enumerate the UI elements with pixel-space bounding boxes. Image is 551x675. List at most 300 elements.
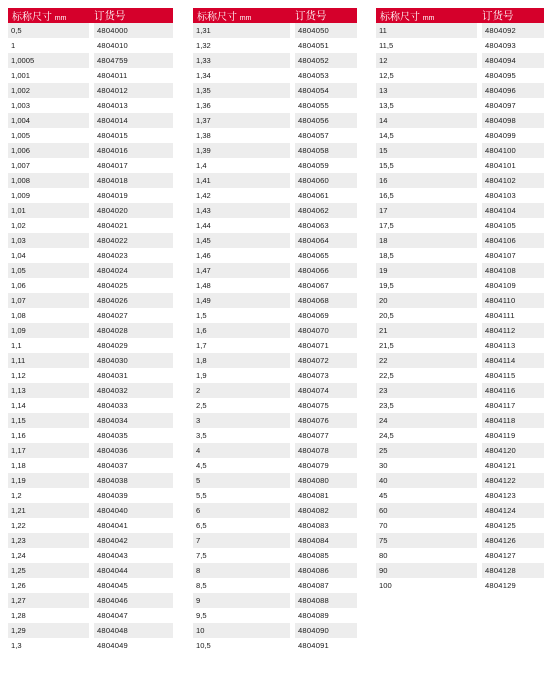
table-row <box>8 23 173 38</box>
table-row <box>193 593 357 608</box>
order-number-cell: 4804029 <box>94 338 173 353</box>
table-row <box>193 218 357 233</box>
order-number-cell: 4804110 <box>482 293 544 308</box>
nominal-size-cell: 13 <box>376 83 477 98</box>
table-row <box>8 443 173 458</box>
table-row <box>193 203 357 218</box>
table-row <box>193 38 357 53</box>
nominal-size-cell: 1,29 <box>8 623 89 638</box>
nominal-size-cell: 10 <box>193 623 290 638</box>
nominal-size-cell: 1,1 <box>8 338 89 353</box>
table-row <box>376 173 544 188</box>
size-column-header: 标称尺寸 mm <box>193 8 290 23</box>
nominal-size-cell: 1,42 <box>193 188 290 203</box>
order-number-cell: 4804020 <box>94 203 173 218</box>
table-row <box>376 233 544 248</box>
nominal-size-cell: 1,37 <box>193 113 290 128</box>
order-number-cell: 4804061 <box>295 188 357 203</box>
nominal-size-cell: 8 <box>193 563 290 578</box>
order-number-cell: 4804054 <box>295 83 357 98</box>
order-number-cell: 4804058 <box>295 143 357 158</box>
table-row <box>193 428 357 443</box>
nominal-size-cell: 1,8 <box>193 353 290 368</box>
nominal-size-cell: 1,34 <box>193 68 290 83</box>
table-row <box>376 98 544 113</box>
order-number-cell: 4804080 <box>295 473 357 488</box>
order-number-cell: 4804044 <box>94 563 173 578</box>
nominal-size-cell: 1,004 <box>8 113 89 128</box>
nominal-size-cell: 24,5 <box>376 428 477 443</box>
table-row <box>193 638 357 653</box>
order-number-cell: 4804108 <box>482 263 544 278</box>
table-row <box>376 338 544 353</box>
nominal-size-cell: 1,04 <box>8 248 89 263</box>
table-row <box>8 413 173 428</box>
table-row <box>193 308 357 323</box>
table-row <box>376 383 544 398</box>
table-row <box>376 263 544 278</box>
order-number-cell: 4804088 <box>295 593 357 608</box>
nominal-size-cell: 4 <box>193 443 290 458</box>
table-row <box>8 143 173 158</box>
table-row <box>8 488 173 503</box>
nominal-size-cell: 1,17 <box>8 443 89 458</box>
nominal-size-cell: 16,5 <box>376 188 477 203</box>
table-row <box>8 353 173 368</box>
nominal-size-cell: 13,5 <box>376 98 477 113</box>
order-number-cell: 4804036 <box>94 443 173 458</box>
table-row <box>376 218 544 233</box>
order-number-cell: 4804104 <box>482 203 544 218</box>
size-column-header: 标称尺寸 mm <box>376 8 477 23</box>
table-row <box>376 83 544 98</box>
table-row <box>8 218 173 233</box>
order-number-cell: 4804023 <box>94 248 173 263</box>
table-row <box>8 608 173 623</box>
order-number-cell: 4804112 <box>482 323 544 338</box>
nominal-size-cell: 18 <box>376 233 477 248</box>
table-row <box>376 353 544 368</box>
nominal-size-cell: 1,08 <box>8 308 89 323</box>
nominal-size-cell: 1,23 <box>8 533 89 548</box>
table-row <box>193 323 357 338</box>
order-number-cell: 4804030 <box>94 353 173 368</box>
table-row <box>193 263 357 278</box>
nominal-size-cell: 25 <box>376 443 477 458</box>
order-number-cell: 4804062 <box>295 203 357 218</box>
table-row <box>376 23 544 38</box>
table-row <box>376 563 544 578</box>
table-row <box>8 368 173 383</box>
order-number-cell: 4804114 <box>482 353 544 368</box>
table-row <box>376 68 544 83</box>
nominal-size-cell: 6 <box>193 503 290 518</box>
table-row <box>376 578 544 593</box>
order-number-cell: 4804042 <box>94 533 173 548</box>
table-row <box>8 98 173 113</box>
nominal-size-cell: 1,003 <box>8 98 89 113</box>
table-row <box>8 398 173 413</box>
order-number-cell: 4804066 <box>295 263 357 278</box>
order-number-cell: 4804111 <box>482 308 544 323</box>
order-number-cell: 4804071 <box>295 338 357 353</box>
table-row <box>8 533 173 548</box>
table-row <box>376 443 544 458</box>
nominal-size-cell: 1,46 <box>193 248 290 263</box>
nominal-size-cell: 1,7 <box>193 338 290 353</box>
nominal-size-cell: 12 <box>376 53 477 68</box>
nominal-size-cell: 7 <box>193 533 290 548</box>
table-row <box>8 203 173 218</box>
nominal-size-cell: 1,47 <box>193 263 290 278</box>
nominal-size-cell: 1,002 <box>8 83 89 98</box>
nominal-size-cell: 21 <box>376 323 477 338</box>
table-row <box>8 473 173 488</box>
nominal-size-cell: 24 <box>376 413 477 428</box>
order-number-cell: 4804084 <box>295 533 357 548</box>
table-row <box>376 323 544 338</box>
table-row <box>8 593 173 608</box>
order-number-cell: 4804094 <box>482 53 544 68</box>
nominal-size-cell: 23,5 <box>376 398 477 413</box>
order-number-cell: 4804097 <box>482 98 544 113</box>
order-number-cell: 4804032 <box>94 383 173 398</box>
table-row <box>8 278 173 293</box>
nominal-size-cell: 19 <box>376 263 477 278</box>
table-row <box>193 608 357 623</box>
nominal-size-cell: 11 <box>376 23 477 38</box>
order-number-cell: 4804076 <box>295 413 357 428</box>
nominal-size-cell: 1,38 <box>193 128 290 143</box>
table-row <box>376 53 544 68</box>
table-row <box>376 533 544 548</box>
order-number-cell: 4804106 <box>482 233 544 248</box>
order-number-cell: 4804082 <box>295 503 357 518</box>
order-number-cell: 4804037 <box>94 458 173 473</box>
nominal-size-cell: 23 <box>376 383 477 398</box>
order-number-cell: 4804122 <box>482 473 544 488</box>
nominal-size-cell: 1,006 <box>8 143 89 158</box>
table-row <box>193 68 357 83</box>
table-row <box>8 428 173 443</box>
order-number-cell: 4804079 <box>295 458 357 473</box>
nominal-size-cell: 1,33 <box>193 53 290 68</box>
table-row <box>193 53 357 68</box>
table-row <box>8 563 173 578</box>
order-number-cell: 4804010 <box>94 38 173 53</box>
table-row <box>193 533 357 548</box>
nominal-size-cell: 1,06 <box>8 278 89 293</box>
order-number-cell: 4804045 <box>94 578 173 593</box>
order-number-cell: 4804056 <box>295 113 357 128</box>
table-row <box>8 128 173 143</box>
nominal-size-cell: 15 <box>376 143 477 158</box>
table-row <box>376 413 544 428</box>
order-number-cell: 4804035 <box>94 428 173 443</box>
table-row <box>376 458 544 473</box>
order-number-cell: 4804117 <box>482 398 544 413</box>
order-number-cell: 4804013 <box>94 98 173 113</box>
nominal-size-cell: 2,5 <box>193 398 290 413</box>
order-number-cell: 4804019 <box>94 188 173 203</box>
order-number-cell: 4804116 <box>482 383 544 398</box>
table-row <box>193 113 357 128</box>
nominal-size-cell: 1,21 <box>8 503 89 518</box>
nominal-size-cell: 1,35 <box>193 83 290 98</box>
nominal-size-cell: 17 <box>376 203 477 218</box>
order-number-cell: 4804123 <box>482 488 544 503</box>
order-number-cell: 4804053 <box>295 68 357 83</box>
nominal-size-cell: 11,5 <box>376 38 477 53</box>
nominal-size-cell: 6,5 <box>193 518 290 533</box>
nominal-size-cell: 1,008 <box>8 173 89 188</box>
nominal-size-cell: 1,48 <box>193 278 290 293</box>
nominal-size-cell: 22,5 <box>376 368 477 383</box>
order-number-cell: 4804128 <box>482 563 544 578</box>
table-row <box>376 518 544 533</box>
nominal-size-cell: 30 <box>376 458 477 473</box>
nominal-size-cell: 1,43 <box>193 203 290 218</box>
order-table-3 <box>376 8 544 593</box>
table-row <box>8 173 173 188</box>
nominal-size-cell: 1,03 <box>8 233 89 248</box>
table-row <box>8 188 173 203</box>
nominal-size-cell: 1,0005 <box>8 53 89 68</box>
order-number-cell: 4804086 <box>295 563 357 578</box>
order-number-cell: 4804041 <box>94 518 173 533</box>
order-number-cell: 4804025 <box>94 278 173 293</box>
order-number-cell: 4804759 <box>94 53 173 68</box>
order-number-cell: 4804109 <box>482 278 544 293</box>
nominal-size-cell: 1,11 <box>8 353 89 368</box>
nominal-size-cell: 1,007 <box>8 158 89 173</box>
nominal-size-cell: 1,18 <box>8 458 89 473</box>
table-row <box>193 83 357 98</box>
order-number-cell: 4804124 <box>482 503 544 518</box>
nominal-size-cell: 90 <box>376 563 477 578</box>
nominal-size-cell: 14,5 <box>376 128 477 143</box>
table-row <box>193 623 357 638</box>
table-row <box>193 488 357 503</box>
order-number-cell: 4804085 <box>295 548 357 563</box>
table-row <box>8 338 173 353</box>
table-row <box>8 158 173 173</box>
order-number-cell: 4804118 <box>482 413 544 428</box>
order-number-cell: 4804000 <box>94 23 173 38</box>
order-number-cell: 4804034 <box>94 413 173 428</box>
nominal-size-cell: 1,12 <box>8 368 89 383</box>
order-number-cell: 4804063 <box>295 218 357 233</box>
order-number-cell: 4804014 <box>94 113 173 128</box>
nominal-size-cell: 1,25 <box>8 563 89 578</box>
nominal-size-cell: 1,19 <box>8 473 89 488</box>
table-row <box>193 338 357 353</box>
nominal-size-cell: 16 <box>376 173 477 188</box>
order-number-cell: 4804125 <box>482 518 544 533</box>
table-row <box>376 548 544 563</box>
table-row <box>193 248 357 263</box>
nominal-size-cell: 1,07 <box>8 293 89 308</box>
order-number-cell: 4804107 <box>482 248 544 263</box>
order-number-cell: 4804103 <box>482 188 544 203</box>
nominal-size-cell: 1,45 <box>193 233 290 248</box>
table-row <box>193 518 357 533</box>
nominal-size-cell: 1,32 <box>193 38 290 53</box>
order-number-cell: 4804102 <box>482 173 544 188</box>
table-row <box>8 638 173 653</box>
table-row <box>8 623 173 638</box>
order-number-cell: 4804115 <box>482 368 544 383</box>
nominal-size-cell: 1,31 <box>193 23 290 38</box>
order-number-cell: 4804098 <box>482 113 544 128</box>
nominal-size-cell: 1,02 <box>8 218 89 233</box>
order-number-cell: 4804074 <box>295 383 357 398</box>
order-number-cell: 4804092 <box>482 23 544 38</box>
nominal-size-cell: 15,5 <box>376 158 477 173</box>
order-number-cell: 4804113 <box>482 338 544 353</box>
nominal-size-cell: 1,14 <box>8 398 89 413</box>
order-number-cell: 4804068 <box>295 293 357 308</box>
table-row <box>8 518 173 533</box>
nominal-size-cell: 1,28 <box>8 608 89 623</box>
table-row <box>193 23 357 38</box>
table-row <box>8 53 173 68</box>
order-number-cell: 4804050 <box>295 23 357 38</box>
order-number-cell: 4804018 <box>94 173 173 188</box>
order-number-cell: 4804120 <box>482 443 544 458</box>
table-row <box>8 248 173 263</box>
table-row <box>8 113 173 128</box>
nominal-size-cell: 1,36 <box>193 98 290 113</box>
order-number-cell: 4804069 <box>295 308 357 323</box>
order-number-cell: 4804057 <box>295 128 357 143</box>
order-number-cell: 4804090 <box>295 623 357 638</box>
table-row <box>376 308 544 323</box>
order-number-cell: 4804059 <box>295 158 357 173</box>
table-row <box>376 38 544 53</box>
nominal-size-cell: 1,005 <box>8 128 89 143</box>
table-row <box>8 293 173 308</box>
nominal-size-cell: 8,5 <box>193 578 290 593</box>
nominal-size-cell: 1,2 <box>8 488 89 503</box>
table-row <box>193 458 357 473</box>
order-number-cell: 4804119 <box>482 428 544 443</box>
order-number-cell: 4804015 <box>94 128 173 143</box>
nominal-size-cell: 9,5 <box>193 608 290 623</box>
nominal-size-cell: 1,009 <box>8 188 89 203</box>
nominal-size-cell: 1,5 <box>193 308 290 323</box>
nominal-size-cell: 17,5 <box>376 218 477 233</box>
table-row <box>8 383 173 398</box>
table-row <box>8 83 173 98</box>
order-number-cell: 4804046 <box>94 593 173 608</box>
nominal-size-cell: 1,6 <box>193 323 290 338</box>
order-number-cell: 4804055 <box>295 98 357 113</box>
order-number-cell: 4804039 <box>94 488 173 503</box>
table-row <box>193 128 357 143</box>
table-row <box>193 503 357 518</box>
table-row <box>8 308 173 323</box>
order-table-1 <box>8 8 173 653</box>
order-number-cell: 4804083 <box>295 518 357 533</box>
nominal-size-cell: 1,01 <box>8 203 89 218</box>
order-number-cell: 4804022 <box>94 233 173 248</box>
order-table-2 <box>193 8 357 653</box>
order-number-cell: 4804064 <box>295 233 357 248</box>
table-row <box>376 293 544 308</box>
nominal-size-cell: 1,44 <box>193 218 290 233</box>
table-row <box>193 143 357 158</box>
nominal-size-cell: 19,5 <box>376 278 477 293</box>
order-number-cell: 4804081 <box>295 488 357 503</box>
order-number-cell: 4804040 <box>94 503 173 518</box>
nominal-size-cell: 1,16 <box>8 428 89 443</box>
nominal-size-cell: 2 <box>193 383 290 398</box>
order-number-cell: 4804099 <box>482 128 544 143</box>
nominal-size-cell: 7,5 <box>193 548 290 563</box>
nominal-size-cell: 40 <box>376 473 477 488</box>
order-number-cell: 4804031 <box>94 368 173 383</box>
order-number-cell: 4804072 <box>295 353 357 368</box>
order-number-cell: 4804051 <box>295 38 357 53</box>
table-row <box>193 578 357 593</box>
nominal-size-cell: 1,001 <box>8 68 89 83</box>
nominal-size-cell: 5 <box>193 473 290 488</box>
order-number-cell: 4804048 <box>94 623 173 638</box>
table-row <box>376 428 544 443</box>
order-number-cell: 4804047 <box>94 608 173 623</box>
order-number-cell: 4804093 <box>482 38 544 53</box>
order-number-cell: 4804016 <box>94 143 173 158</box>
order-number-cell: 4804127 <box>482 548 544 563</box>
order-number-cell: 4804012 <box>94 83 173 98</box>
nominal-size-cell: 1,26 <box>8 578 89 593</box>
order-number-cell: 4804017 <box>94 158 173 173</box>
table-row <box>193 548 357 563</box>
order-number-cell: 4804026 <box>94 293 173 308</box>
table-row <box>8 263 173 278</box>
nominal-size-cell: 20 <box>376 293 477 308</box>
nominal-size-cell: 1,4 <box>193 158 290 173</box>
table-row <box>193 278 357 293</box>
nominal-size-cell: 1 <box>8 38 89 53</box>
table-row <box>376 113 544 128</box>
nominal-size-cell: 70 <box>376 518 477 533</box>
table-row <box>193 173 357 188</box>
table-row <box>376 503 544 518</box>
table-row <box>376 128 544 143</box>
nominal-size-cell: 22 <box>376 353 477 368</box>
order-number-cell: 4804121 <box>482 458 544 473</box>
table-row <box>376 143 544 158</box>
table-row <box>193 353 357 368</box>
table-row <box>193 98 357 113</box>
nominal-size-cell: 100 <box>376 578 477 593</box>
order-number-cell: 4804073 <box>295 368 357 383</box>
table-row <box>193 293 357 308</box>
table-row <box>8 548 173 563</box>
table-row <box>8 38 173 53</box>
table-row <box>376 188 544 203</box>
table-row <box>193 443 357 458</box>
table-row <box>8 323 173 338</box>
order-number-cell: 4804028 <box>94 323 173 338</box>
table-row <box>8 458 173 473</box>
order-number-cell: 4804077 <box>295 428 357 443</box>
table-row <box>193 413 357 428</box>
nominal-size-cell: 18,5 <box>376 248 477 263</box>
order-number-cell: 4804129 <box>482 578 544 593</box>
